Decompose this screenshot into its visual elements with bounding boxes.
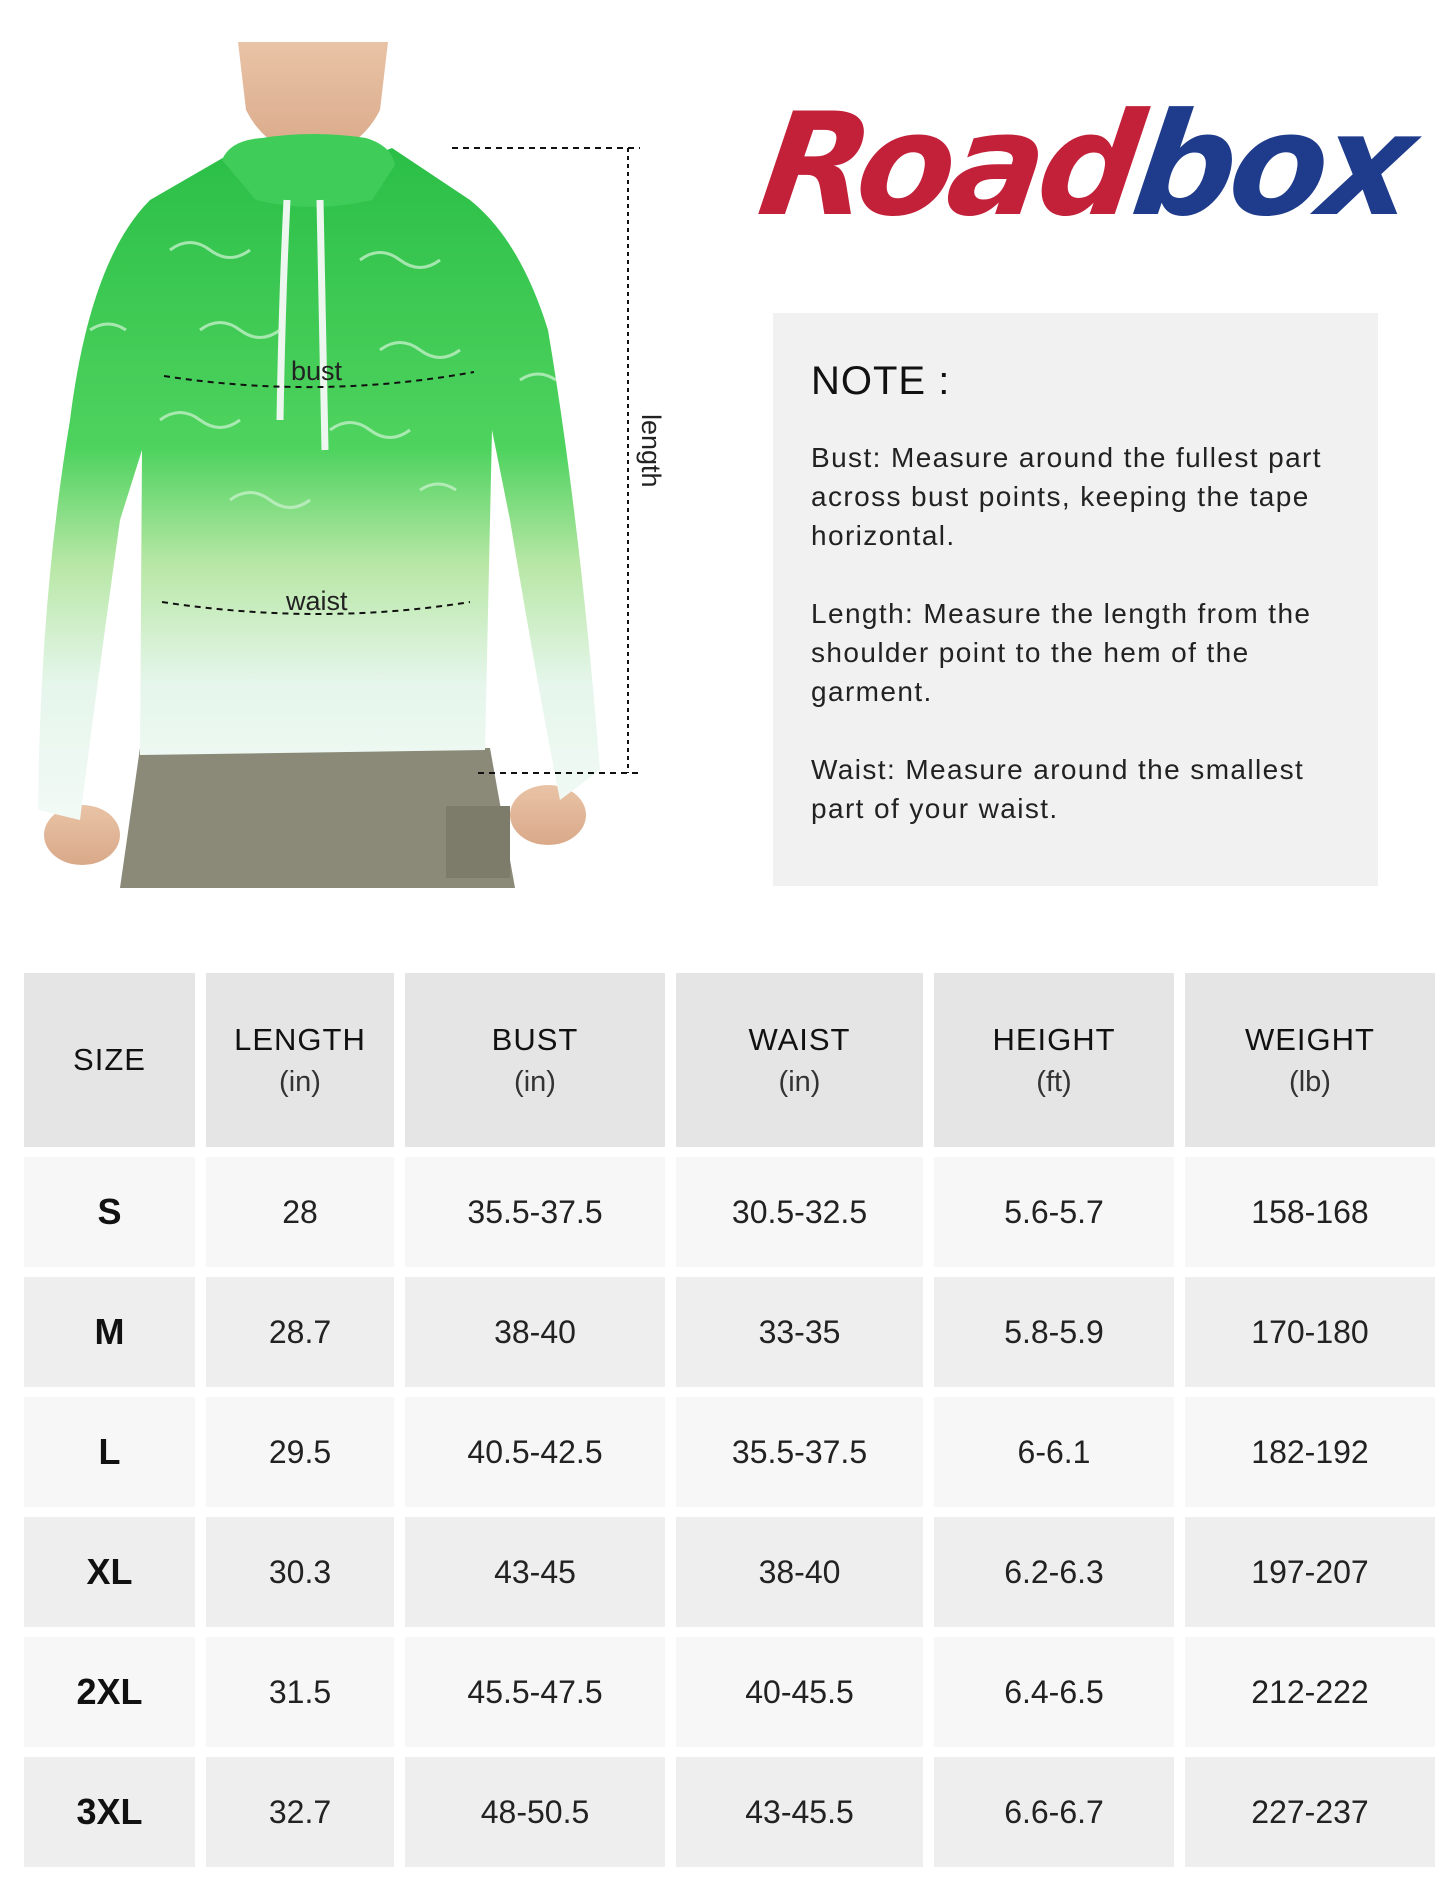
height-cell: 5.8-5.9 — [934, 1277, 1174, 1387]
length-cell: 29.5 — [206, 1397, 394, 1507]
note-waist-text: Waist: Measure around the smallest part of your waist. — [811, 754, 1305, 824]
length-cell: 31.5 — [206, 1637, 394, 1747]
waist-cell: 35.5-37.5 — [676, 1397, 923, 1507]
bust-cell: 35.5-37.5 — [405, 1157, 665, 1267]
weight-cell: 158-168 — [1185, 1157, 1435, 1267]
table-row — [24, 1277, 1435, 1387]
length-cell: 32.7 — [206, 1757, 394, 1867]
table-header-row — [24, 973, 1435, 1147]
waist-cell: 40-45.5 — [676, 1637, 923, 1747]
size-cell: XL — [24, 1517, 195, 1627]
measurement-note-panel — [773, 313, 1378, 886]
height-cell: 6.4-6.5 — [934, 1637, 1174, 1747]
size-cell: M — [24, 1277, 195, 1387]
length-cell: 30.3 — [206, 1517, 394, 1627]
table-row — [24, 1757, 1435, 1867]
weight-cell: 212-222 — [1185, 1637, 1435, 1747]
shorts-pocket — [446, 806, 510, 878]
height-cell: 5.6-5.7 — [934, 1157, 1174, 1267]
weight-cell: 197-207 — [1185, 1517, 1435, 1627]
waist-cell: 33-35 — [676, 1277, 923, 1387]
table-row — [24, 1397, 1435, 1507]
size-chart-table — [13, 963, 1445, 1877]
header-length: LENGTH (in) — [206, 973, 394, 1147]
size-cell: S — [24, 1157, 195, 1267]
logo-road-text: Road — [750, 83, 1147, 248]
length-label: length — [636, 414, 666, 488]
header-size: SIZE — [24, 973, 195, 1147]
brand-logo — [750, 83, 1420, 248]
bust-cell: 40.5-42.5 — [405, 1397, 665, 1507]
waist-cell: 43-45.5 — [676, 1757, 923, 1867]
note-bust-text: Bust: Measure around the fullest part across bust points, keeping the tape horizontal. — [811, 442, 1322, 551]
product-figure — [0, 0, 700, 900]
height-cell: 6.6-6.7 — [934, 1757, 1174, 1867]
weight-cell: 182-192 — [1185, 1397, 1435, 1507]
bust-label: bust — [291, 356, 343, 386]
height-cell: 6.2-6.3 — [934, 1517, 1174, 1627]
bust-cell: 45.5-47.5 — [405, 1637, 665, 1747]
size-cell: 3XL — [24, 1757, 195, 1867]
header-waist: WAIST (in) — [676, 973, 923, 1147]
weight-cell: 227-237 — [1185, 1757, 1435, 1867]
header-weight: WEIGHT (lb) — [1185, 973, 1435, 1147]
size-cell: L — [24, 1397, 195, 1507]
bust-cell: 43-45 — [405, 1517, 665, 1627]
header-bust: BUST (in) — [405, 973, 665, 1147]
weight-cell: 170-180 — [1185, 1277, 1435, 1387]
length-cell: 28.7 — [206, 1277, 394, 1387]
waist-label: waist — [286, 586, 348, 616]
waist-cell: 30.5-32.5 — [676, 1157, 923, 1267]
height-cell: 6-6.1 — [934, 1397, 1174, 1507]
note-length-text: Length: Measure the length from the shoulder point to the hem of the garment. — [811, 598, 1312, 707]
waist-cell: 38-40 — [676, 1517, 923, 1627]
bust-cell: 48-50.5 — [405, 1757, 665, 1867]
logo-box-text: box — [1123, 83, 1420, 248]
size-cell: 2XL — [24, 1637, 195, 1747]
hoodie-illustration — [0, 0, 700, 900]
note-title: NOTE : — [811, 359, 951, 403]
length-cell: 28 — [206, 1157, 394, 1267]
table-row — [24, 1637, 1435, 1747]
header-height: HEIGHT (ft) — [934, 973, 1174, 1147]
table-row — [24, 1157, 1435, 1267]
bust-cell: 38-40 — [405, 1277, 665, 1387]
drawstring-right — [320, 200, 325, 450]
table-row — [24, 1517, 1435, 1627]
right-hand — [510, 785, 586, 845]
